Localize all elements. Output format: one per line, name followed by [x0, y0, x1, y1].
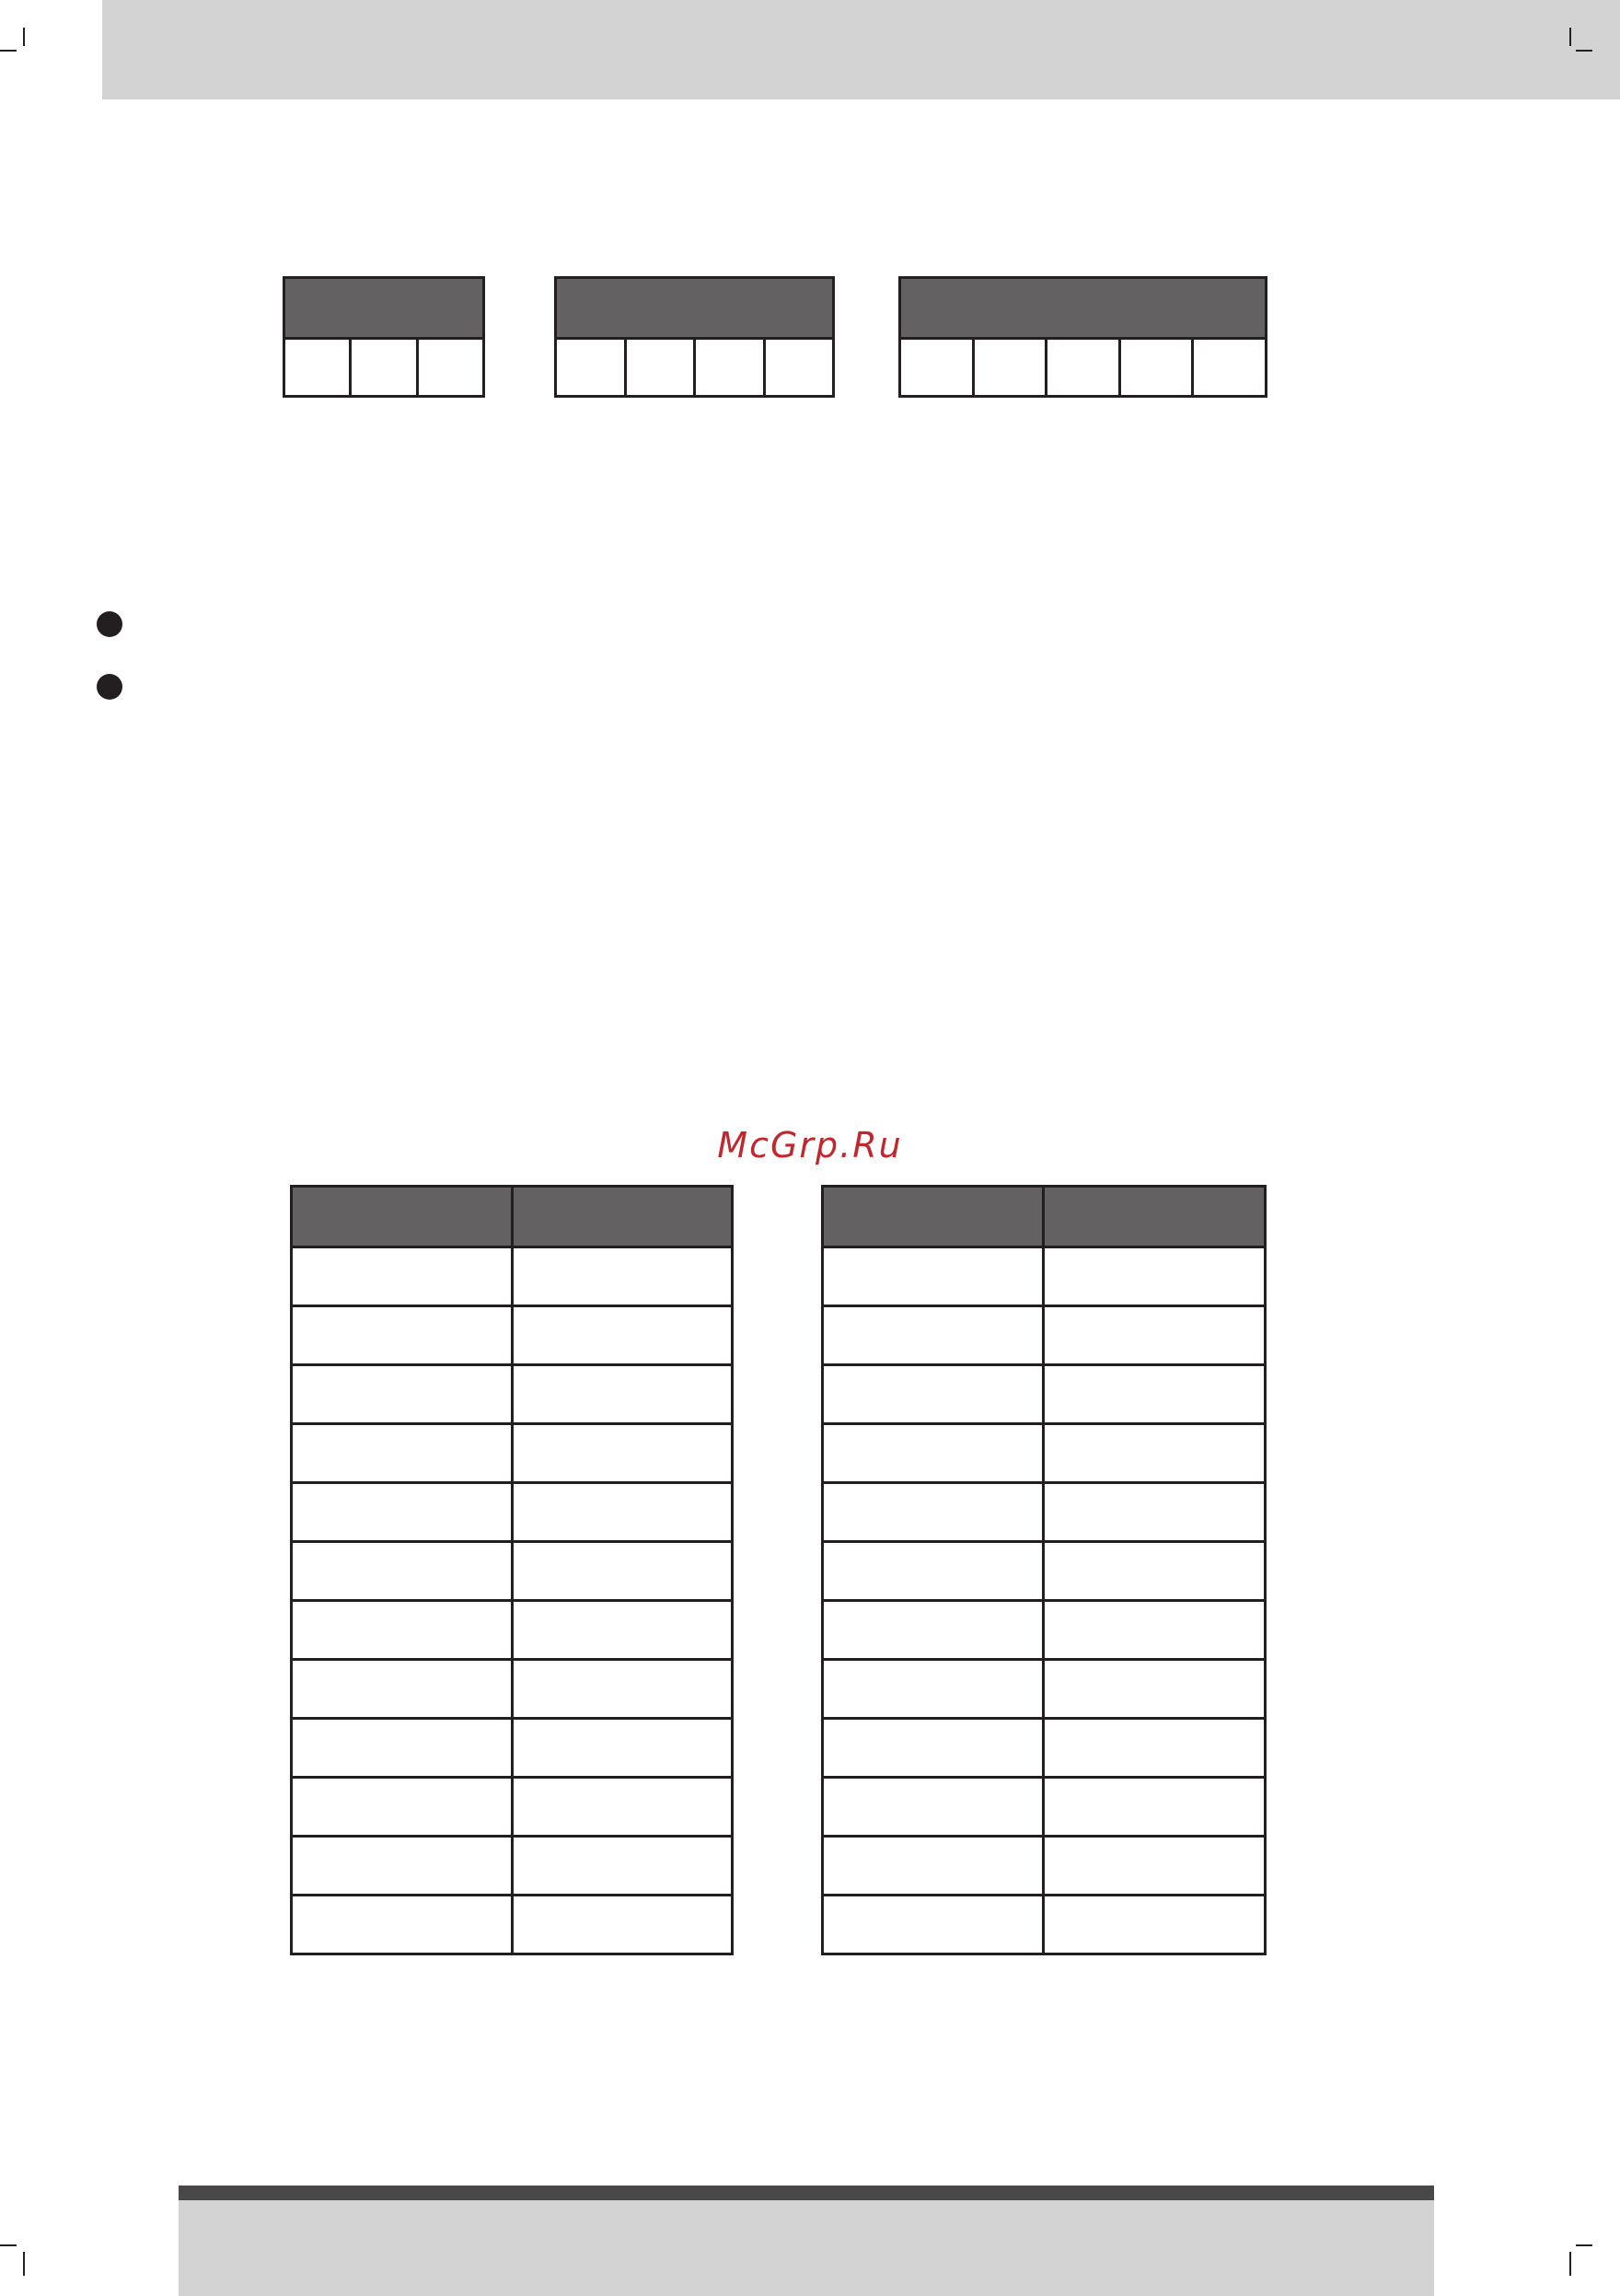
table-cell: [823, 1778, 1044, 1837]
bullet-dot: [97, 611, 122, 637]
table-row: [823, 1247, 1266, 1306]
table-cell: [823, 1719, 1044, 1778]
table-cell: [823, 1601, 1044, 1660]
table-cell: [1044, 1778, 1266, 1837]
table-row: [292, 1306, 733, 1365]
table-row: [292, 1719, 733, 1778]
table-cell: [513, 1601, 733, 1660]
bullet-dot: [97, 674, 122, 700]
crop-mark-bl-v: [23, 2252, 25, 2276]
footer-band: [179, 2200, 1434, 2296]
crop-mark-br-h: [1576, 2244, 1592, 2246]
crop-mark-tr-h: [1576, 50, 1592, 52]
small-table-3-cell: [1119, 339, 1193, 397]
table-row: [823, 1483, 1266, 1542]
table-cell: [513, 1247, 733, 1306]
table-cell: [513, 1660, 733, 1719]
table-cell: [823, 1542, 1044, 1601]
table-cell: [513, 1837, 733, 1896]
watermark: McGrp.Ru: [717, 1125, 903, 1165]
table-cell: [823, 1896, 1044, 1954]
small-table-1-cell: [417, 339, 483, 397]
crop-mark-tl-h: [0, 50, 17, 52]
header-band: [102, 0, 1620, 99]
table-cell: [513, 1719, 733, 1778]
table-cell: [1044, 1719, 1266, 1778]
table-cell: [513, 1306, 733, 1365]
small-table-2-cell: [764, 339, 834, 397]
table-cell: [1044, 1660, 1266, 1719]
small-table-3-header: [900, 278, 1267, 339]
small-table-2-header: [556, 278, 834, 339]
code-table-header: [292, 1187, 513, 1247]
table-row: [823, 1424, 1266, 1483]
small-table-3-cell: [973, 339, 1047, 397]
small-table-3: [898, 276, 1267, 398]
table-cell: [513, 1896, 733, 1954]
table-cell: [823, 1306, 1044, 1365]
table-row: [292, 1837, 733, 1896]
table-cell: [292, 1719, 513, 1778]
table-row: [823, 1365, 1266, 1424]
table-cell: [1044, 1424, 1266, 1483]
table-cell: [513, 1424, 733, 1483]
table-cell: [1044, 1365, 1266, 1424]
table-row: [823, 1306, 1266, 1365]
small-table-2-cell: [556, 339, 626, 397]
small-table-3-cell: [900, 339, 974, 397]
table-row: [823, 1542, 1266, 1601]
table-cell: [1044, 1542, 1266, 1601]
table-row: [823, 1896, 1266, 1954]
table-cell: [292, 1542, 513, 1601]
table-row: [823, 1719, 1266, 1778]
table-cell: [1044, 1837, 1266, 1896]
crop-mark-bl-h: [0, 2244, 17, 2246]
table-row: [823, 1837, 1266, 1896]
table-cell: [292, 1660, 513, 1719]
table-row: [292, 1542, 733, 1601]
small-table-1-cell: [351, 339, 417, 397]
table-cell: [292, 1424, 513, 1483]
small-table-3-cell: [1193, 339, 1267, 397]
table-cell: [292, 1778, 513, 1837]
table-cell: [1044, 1483, 1266, 1542]
table-cell: [292, 1601, 513, 1660]
table-cell: [823, 1660, 1044, 1719]
table-row: [292, 1483, 733, 1542]
footer-bar: [179, 2186, 1434, 2200]
small-table-1-cell: [284, 339, 351, 397]
code-table-header: [1044, 1187, 1266, 1247]
table-cell: [292, 1837, 513, 1896]
table-cell: [513, 1778, 733, 1837]
table-cell: [292, 1306, 513, 1365]
table-row: [292, 1365, 733, 1424]
table-cell: [823, 1483, 1044, 1542]
table-row: [292, 1247, 733, 1306]
table-row: [823, 1660, 1266, 1719]
small-table-3-cell: [1047, 339, 1120, 397]
small-table-2-cell: [625, 339, 695, 397]
table-cell: [1044, 1247, 1266, 1306]
table-row: [292, 1778, 733, 1837]
table-cell: [1044, 1896, 1266, 1954]
table-row: [823, 1778, 1266, 1837]
code-table-header: [513, 1187, 733, 1247]
table-cell: [292, 1365, 513, 1424]
table-cell: [823, 1365, 1044, 1424]
small-table-2: [554, 276, 835, 398]
crop-mark-tl-v: [23, 28, 25, 46]
table-row: [823, 1601, 1266, 1660]
table-cell: [1044, 1306, 1266, 1365]
table-cell: [1044, 1601, 1266, 1660]
table-cell: [823, 1424, 1044, 1483]
table-row: [292, 1896, 733, 1954]
table-cell: [513, 1365, 733, 1424]
crop-mark-tr-v: [1569, 28, 1571, 46]
code-table-right: [821, 1185, 1267, 1955]
small-table-1: [283, 276, 485, 398]
table-row: [292, 1601, 733, 1660]
code-table-header: [823, 1187, 1044, 1247]
table-row: [292, 1660, 733, 1719]
table-cell: [823, 1247, 1044, 1306]
small-table-1-header: [284, 278, 484, 339]
table-cell: [292, 1896, 513, 1954]
table-cell: [513, 1542, 733, 1601]
crop-mark-br-v: [1569, 2252, 1571, 2276]
small-table-2-cell: [695, 339, 765, 397]
table-cell: [823, 1837, 1044, 1896]
table-cell: [513, 1483, 733, 1542]
table-cell: [292, 1247, 513, 1306]
code-table-left: [290, 1185, 734, 1955]
table-row: [292, 1424, 733, 1483]
table-cell: [292, 1483, 513, 1542]
